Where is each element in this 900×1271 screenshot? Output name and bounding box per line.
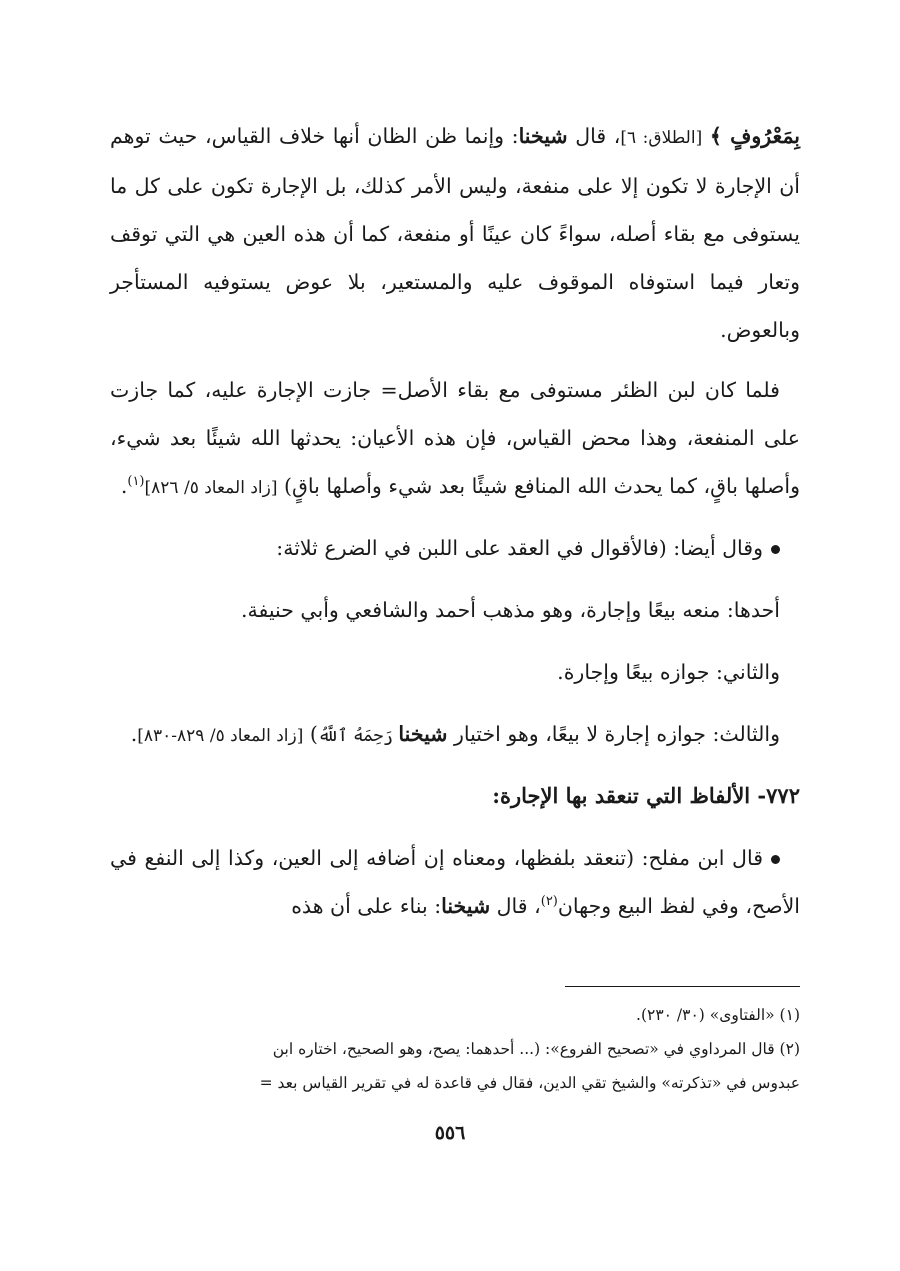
citation: [الطلاق: ٦]	[620, 128, 703, 148]
footnote-marker: (١)	[127, 474, 145, 490]
sheikh-mention: شيخنا	[441, 894, 491, 918]
text-segment: : وإنما ظن الظان أنها خلاف القياس، حيث توهم أن الإجارة لا تكون إلا على منفعة، وليس الأمر كذلك، بل الإجارة تكون على كل ما يستوفى مع بقاء أصله، سواءً كان عينًا أو منفعة، كما أن هذه العين هي التي توقف وتعار فيما استوفاه الموقوف عليه والمستعير، بلا عوض يستوفيه المستأجر وبالعوض.	[110, 124, 800, 342]
paragraph-5	[110, 648, 800, 696]
paragraph-3	[110, 524, 800, 572]
citation: [زاد المعاد ٥/ ٨٢٩-٨٣٠]	[137, 726, 304, 746]
text-segment: ، قال	[490, 894, 541, 918]
quran-verse: بِمَعْرُوفٍ ﴾	[709, 124, 800, 148]
paragraph-4	[110, 586, 800, 634]
bullet-icon	[771, 545, 780, 554]
page-number: ٥٥٦	[434, 1122, 466, 1144]
footnote-2-continued: عبدوس في «تذكرته» والشيخ تقي الدين، فقال في قاعدة له في تقرير القياس بعد =	[259, 1074, 800, 1092]
footnote-divider	[565, 986, 800, 987]
footnotes	[110, 998, 800, 1100]
sheikh-mention: شيخنا	[518, 124, 568, 148]
paragraph-7	[110, 834, 800, 930]
text-segment: فلما كان لبن الظئر مستوفى مع بقاء الأصل= جازت الإجارة عليه، كما جازت على المنفعة، وهذا محض القياس، فإن هذه الأعيان: يحدثها الله شيئًا بعد شيء، وأصلها باقٍ، كما يحدث الله المنافع شيئًا بعد شيء وأصلها باقٍ)	[110, 378, 800, 498]
footnote-marker: (٢)	[540, 894, 558, 910]
text-segment: أحدها: منعه بيعًا وإجارة، وهو مذهب أحمد والشافعي وأبي حنيفة.	[240, 598, 780, 622]
text-segment: قال ابن مفلح: (تنعقد بلفظها، ومعناه إن أضافه إلى العين، وكذا إلى النفع في الأصح، وفي لفظ البيع وجهان	[110, 846, 800, 918]
honorific: رَحِمَهُ ٱللَّهُ	[317, 726, 399, 746]
section-heading: ٧٧٢- الألفاظ التي تنعقد بها الإجارة:	[492, 783, 800, 808]
text-segment: : بناء على أن هذه	[291, 894, 442, 918]
text-segment: وقال أيضا: (فالأقوال في العقد على اللبن في الضرع ثلاثة:	[276, 536, 763, 560]
text-segment: .	[120, 474, 128, 498]
citation: [زاد المعاد ٥/ ٨٢٦]	[144, 478, 278, 498]
paragraph-2	[110, 366, 800, 512]
text-segment: والثالث: جوازه إجارة لا بيعًا، وهو اختيار	[447, 722, 780, 746]
text-segment: ، قال	[567, 124, 621, 148]
text-segment: )	[303, 722, 318, 746]
paragraph-1	[110, 112, 800, 354]
bullet-icon	[771, 855, 780, 864]
text-segment: والثاني: جوازه بيعًا وإجارة.	[557, 660, 780, 684]
main-text	[110, 112, 800, 942]
paragraph-6	[110, 710, 800, 760]
footnote-2: (٢) قال المرداوي في «تصحيح الفروع»: (... أحدهما: يصح، وهو الصحيح، اختاره ابن	[272, 1040, 800, 1058]
text-segment: .	[130, 722, 138, 746]
footnote-1: (١) «الفتاوى» (٣٠/ ٢٣٠).	[636, 1006, 800, 1024]
sheikh-mention: شيخنا	[398, 722, 448, 746]
